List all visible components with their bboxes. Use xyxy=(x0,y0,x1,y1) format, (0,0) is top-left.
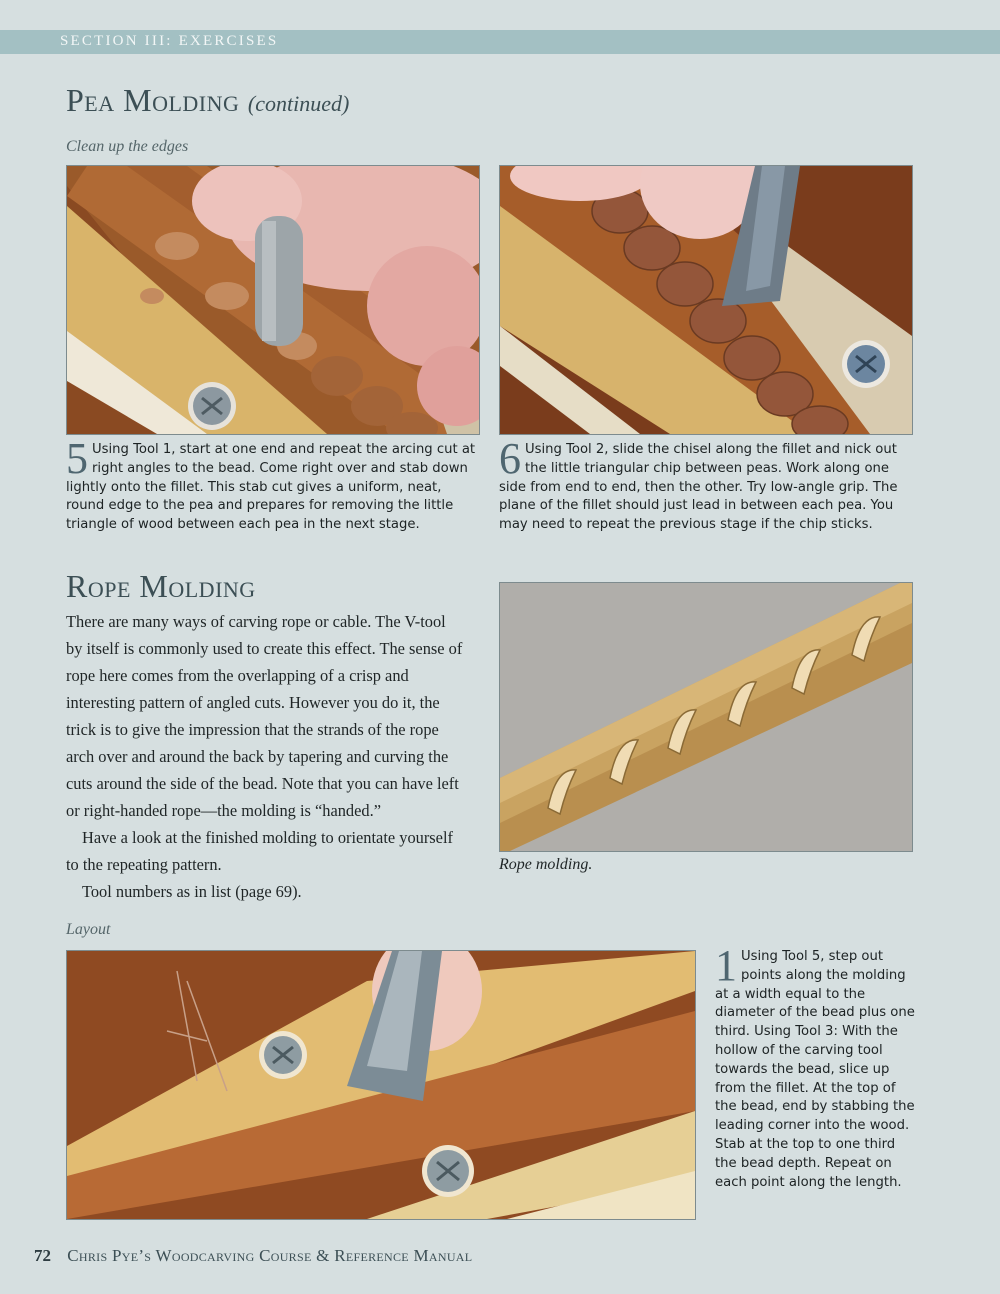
body-paragraph: There are many ways of carving rope or cable. The V-tool by itself is commonly used to create this effect. The sense of rope here comes from the overlapping of a crisp and interesting pattern of angled cuts. However you do it, the trick is to give the impression that the strands of the rope arch over and around the back by tapering and curving the cuts around the side of the bead. Note that you can have left or right-handed rope—the molding is “handed.” xyxy=(66,612,463,820)
step-number: 1 xyxy=(715,941,737,990)
rope-molding-caption: Rope molding. xyxy=(499,856,593,873)
body-paragraph: Tool numbers as in list (page 69). xyxy=(82,882,302,901)
pea-molding-heading: Pea Molding xyxy=(66,82,240,118)
step-number: 6 xyxy=(499,434,521,483)
chisel-nicking-chip-photo xyxy=(499,165,913,435)
step-text: Using Tool 2, slide the chisel along the fillet and nick out the little triangular chip between peas. Work along one side from end to end, then the other. Try low-angle grip. The plane of the fillet should just lead in between each pea. You may need to repeat the previous stage if the chip sticks. xyxy=(499,442,898,533)
clean-up-edges-subhead: Clean up the edges xyxy=(66,138,189,155)
page-title xyxy=(66,82,349,119)
step-6-instructions xyxy=(499,434,915,535)
body-paragraph: Have a look at the finished molding to orientate yourself to the repeating pattern. xyxy=(66,828,453,874)
step-text: Using Tool 5, step out points along the molding at a width equal to the diameter of the bead plus one third. Using Tool 3: With the hollow of the carving tool towards the bead, slice up from the fillet. At the top of the bead, end by stabbing the leading corner into the wood. Stab at the top to one third the bead depth. Repeat on each point along the length. xyxy=(715,949,915,1190)
finished-rope-molding-photo xyxy=(499,582,913,852)
step-5-instructions xyxy=(66,434,478,535)
rope-molding-heading: Rope Molding xyxy=(66,568,256,604)
section-header-bar xyxy=(0,30,1000,54)
gouge-stabbing-pea-bead-photo xyxy=(66,165,480,435)
page-footer xyxy=(34,1246,472,1266)
step-1-instructions xyxy=(715,941,915,1192)
step-number: 5 xyxy=(66,434,88,483)
chisel-stepping-out-layout-photo xyxy=(66,950,696,1220)
book-title: Chris Pye’s Woodcarving Course & Reference Manual xyxy=(67,1246,473,1265)
section-label: SECTION III: EXERCISES xyxy=(60,33,279,49)
layout-subhead: Layout xyxy=(66,921,111,938)
page-number: 72 xyxy=(34,1246,51,1265)
rope-molding-body xyxy=(66,608,466,905)
step-text: Using Tool 1, start at one end and repeat the arcing cut at right angles to the bead. Come right over and stab down lightly onto the fillet. This stab cut gives a uniform, neat, round edge to the pea and prepares for removing the little triangle of wood between each pea in the next stage. xyxy=(66,442,476,533)
continued-label: (continued) xyxy=(247,91,350,116)
